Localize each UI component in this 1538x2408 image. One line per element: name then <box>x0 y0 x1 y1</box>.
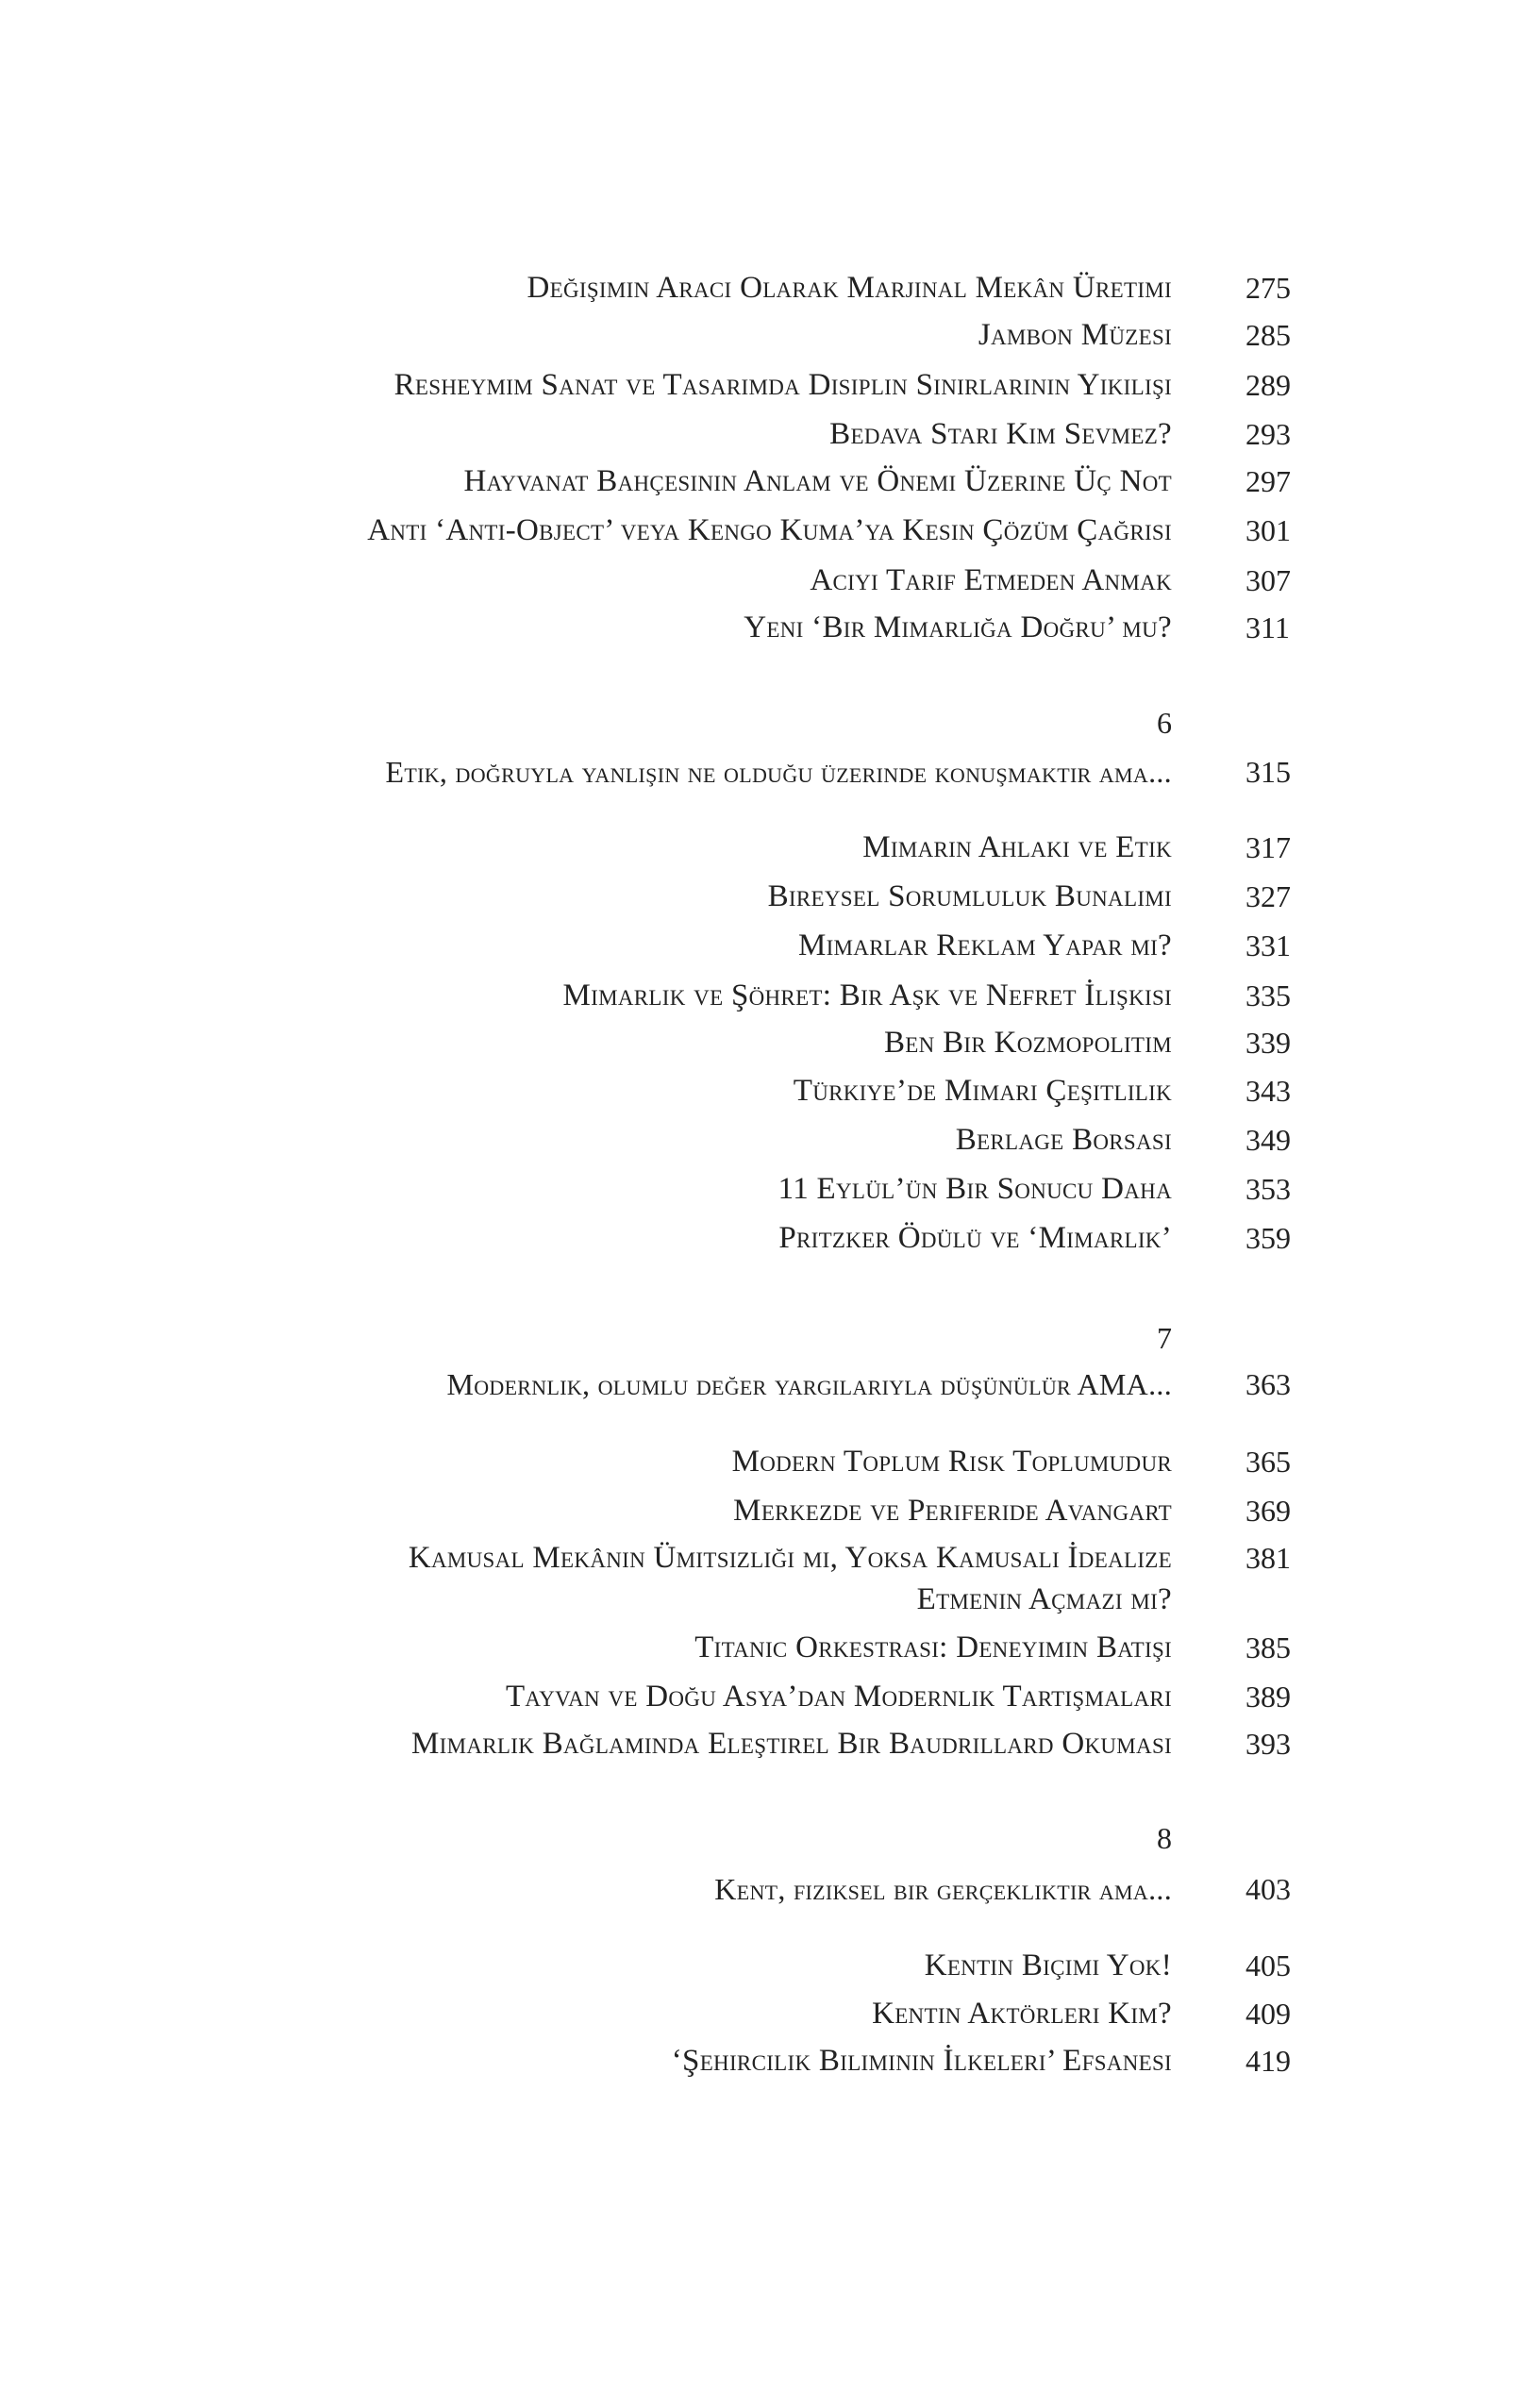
entry-page: 393 <box>1245 1727 1291 1761</box>
entry-page: 285 <box>1245 318 1291 352</box>
entry-page: 293 <box>1245 417 1291 451</box>
entry-title: Mimarlık Bağlamında Eleştirel Bir Baudrillard Okuması <box>411 1727 1172 1761</box>
toc-entry <box>0 556 1538 605</box>
entry-title: Titanic Orkestrası: Deneyimin Batışı <box>694 1630 1172 1664</box>
toc-entry <box>0 1018 1538 1067</box>
entry-title: Yeni ‘Bir Mimarlığa Doğru’ mu? <box>744 610 1172 644</box>
entry-title: Bireysel Sorumluluk Bunalımı <box>767 879 1172 913</box>
entry-title: Kentin Aktörleri Kim? <box>872 1997 1172 2031</box>
section-number-text: 6 <box>1157 706 1172 740</box>
entry-page: 353 <box>1245 1172 1291 1206</box>
section-heading-title: Kent, fiziksel bir gerçekliktir ama... <box>714 1872 1172 1906</box>
toc-entry <box>0 310 1538 360</box>
toc-entry <box>0 1164 1538 1213</box>
entry-title: Kamusal Mekânın Ümitsizliği mi, Yoksa Kamusalı İdealize <box>408 1541 1172 1575</box>
entry-page: 335 <box>1245 978 1291 1012</box>
entry-page: 359 <box>1245 1221 1291 1255</box>
section-number <box>0 1313 1538 1363</box>
entry-page: 317 <box>1245 830 1291 864</box>
entry-page: 405 <box>1245 1948 1291 1982</box>
entry-page: 331 <box>1245 928 1291 962</box>
entry-page: 327 <box>1245 879 1291 913</box>
toc-entry <box>0 1437 1538 1486</box>
toc-entry <box>0 1672 1538 1721</box>
toc-entry <box>0 506 1538 555</box>
toc-entry <box>0 971 1538 1020</box>
section-heading-title: Etik, doğruyla yanlışın ne olduğu üzerinde konuşmaktır ama... <box>385 755 1172 789</box>
entry-title: Tayvan ve Doğu Asya’dan Modernlik Tartışmaları <box>505 1680 1172 1714</box>
toc-entry <box>0 1719 1538 1768</box>
entry-title: Modern Toplum Risk Toplumudur <box>731 1445 1172 1479</box>
entry-page: 381 <box>1245 1541 1291 1575</box>
toc-entry <box>0 921 1538 970</box>
section-number <box>0 698 1538 747</box>
section-number-text: 7 <box>1157 1321 1172 1355</box>
toc-entry <box>0 410 1538 459</box>
toc-entry <box>0 2036 1538 2085</box>
entry-page: 349 <box>1245 1123 1291 1157</box>
entry-page: 409 <box>1245 1997 1291 2031</box>
section-heading-page: 315 <box>1245 755 1291 789</box>
entry-page: 301 <box>1245 513 1291 547</box>
toc-entry <box>0 1989 1538 2038</box>
entry-page: 369 <box>1245 1494 1291 1528</box>
entry-page: 365 <box>1245 1445 1291 1479</box>
toc-entry <box>0 1533 1538 1624</box>
entry-page: 307 <box>1245 563 1291 597</box>
toc-entry <box>0 1941 1538 1990</box>
toc-entry <box>0 360 1538 410</box>
toc-entry <box>0 263 1538 312</box>
entry-title: Berlage Borsası <box>955 1123 1172 1157</box>
entry-title-line2: Etmenin Açmazı mı? <box>916 1582 1172 1616</box>
section-heading-title: Modernlik, olumlu değer yargılarıyla düşünülür AMA... <box>446 1367 1172 1401</box>
entry-title: Kentin Biçimi Yok! <box>924 1948 1172 1982</box>
entry-page: 289 <box>1245 368 1291 402</box>
entry-title: Pritzker Ödülü ve ‘Mimarlık’ <box>778 1221 1172 1255</box>
toc-entry <box>0 1066 1538 1115</box>
entry-title: Resheymim Sanat ve Tasarımda Disiplin Sınırlarının Yıkılışı <box>393 368 1172 402</box>
entry-title: Ben Bir Kozmopolitim <box>883 1026 1172 1060</box>
toc-entry <box>0 823 1538 872</box>
section-heading <box>0 747 1538 796</box>
entry-title: Mimarlık ve Şöhret: Bir Aşk ve Nefret İlişkisi <box>562 978 1172 1012</box>
section-number <box>0 1814 1538 1863</box>
section-heading-page: 363 <box>1245 1367 1291 1401</box>
toc-entry <box>0 1623 1538 1672</box>
entry-title: Jambon Müzesi <box>978 318 1172 352</box>
section-heading <box>0 1360 1538 1409</box>
entry-title: Acıyı Tarif Etmeden Anmak <box>810 563 1172 597</box>
entry-page: 343 <box>1245 1074 1291 1108</box>
toc-entry <box>0 1486 1538 1535</box>
toc-entry <box>0 603 1538 652</box>
entry-title: 11 Eylül’ün Bir Sonucu Daha <box>777 1172 1172 1206</box>
toc-entry <box>0 457 1538 506</box>
section-number-text: 8 <box>1157 1821 1172 1855</box>
entry-title: Hayvanat Bahçesinin Anlam ve Önemi Üzerine Üç Not <box>463 464 1172 498</box>
entry-title: Anti ‘Anti-Object’ veya Kengo Kuma’ya Kesin Çözüm Çağrısı <box>367 513 1172 547</box>
entry-page: 385 <box>1245 1630 1291 1664</box>
entry-page: 297 <box>1245 464 1291 498</box>
entry-page: 311 <box>1245 610 1290 644</box>
toc-entry <box>0 1213 1538 1263</box>
toc-entry <box>0 872 1538 921</box>
entry-title: ‘Şehircilik Biliminin İlkeleri’ Efsanesi <box>671 2044 1172 2078</box>
entry-title: Mimarın Ahlakı ve Etik <box>862 830 1172 864</box>
entry-page: 275 <box>1245 271 1291 305</box>
section-heading <box>0 1865 1538 1914</box>
entry-page: 389 <box>1245 1680 1291 1714</box>
entry-title: Merkezde ve Periferide Avangart <box>733 1494 1172 1528</box>
entry-title: Bedava Starı Kim Sevmez? <box>829 417 1172 451</box>
section-heading-page: 403 <box>1245 1872 1291 1906</box>
entry-title: Türkiye’de Mimari Çeşitlilik <box>793 1074 1172 1108</box>
entry-title: Mimarlar Reklam Yapar mı? <box>797 928 1172 962</box>
toc-entry <box>0 1115 1538 1164</box>
entry-page: 339 <box>1245 1026 1291 1060</box>
entry-title: Değişimin Aracı Olarak Marjinal Mekân Üretimi <box>527 271 1172 305</box>
entry-page: 419 <box>1245 2044 1291 2078</box>
